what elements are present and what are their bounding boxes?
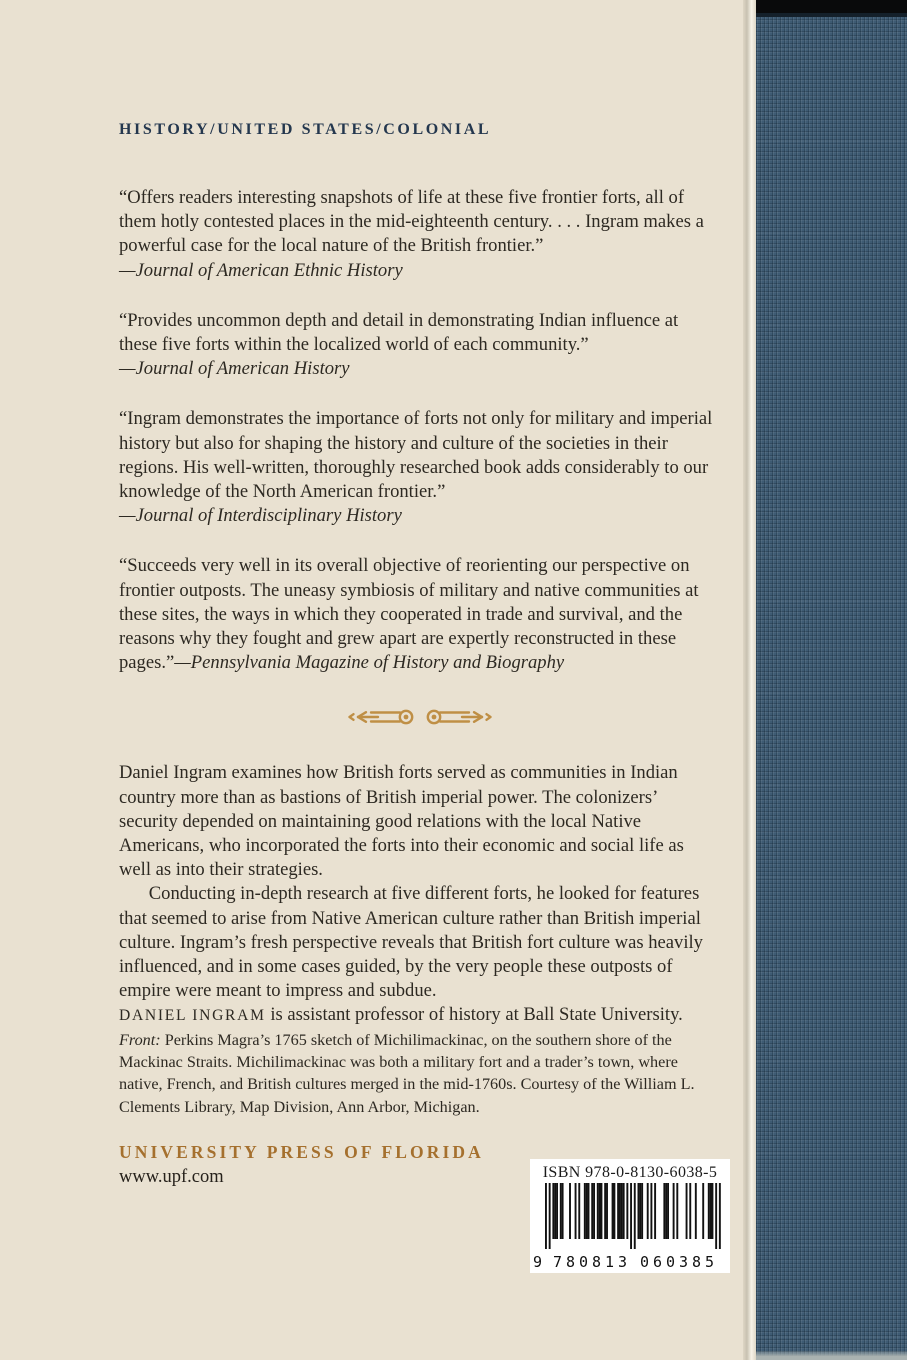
review-quote-2 bbox=[119, 309, 720, 382]
barcode-digits-right: 060385 bbox=[640, 1253, 714, 1271]
isbn-number: ISBN 978-0-8130-6038-5 bbox=[542, 1164, 718, 1181]
author-bio-line bbox=[119, 1003, 720, 1028]
quote-text: “Offers readers interesting snapshots of life at these five frontier forts, all of them hotly contested places in the mid-eighteenth century. . . . Ingram makes a powerful case for the local nature of the British frontier.” bbox=[119, 187, 704, 257]
publisher-name: UNIVERSITY PRESS OF FLORIDA bbox=[119, 1141, 484, 1162]
author-name: DANIEL INGRAM bbox=[119, 1007, 266, 1025]
publisher-website: www.upf.com bbox=[119, 1166, 224, 1187]
quote-attribution: —Journal of Interdisciplinary History bbox=[119, 505, 402, 527]
category-header: HISTORY/UNITED STATES/COLONIAL bbox=[119, 121, 492, 138]
quote-text-span: “Succeeds very well in its overall objective of reorienting our perspective on frontier outposts. The uneasy symbiosis of military and native communities at these sites, the ways in which they cooperated in trade and survival, and the reasons why they fought and grew apart are expertly reconstructed in these pages.” bbox=[119, 555, 699, 674]
quote-attribution: —Pennsylvania Magazine of History and Biography bbox=[174, 652, 565, 674]
book-spine-cloth bbox=[756, 0, 907, 1360]
isbn-barcode-box bbox=[530, 1159, 730, 1273]
description-paragraph-2: Conducting in-depth research at five different forts, he looked for features that seemed to arise from Native American culture rather than British imperial culture. Ingram’s fresh perspective reveals that British fort culture was heavily influenced, and in some cases guided, by the very people these outposts of empire were meant to impress and subdue. bbox=[119, 883, 703, 1002]
review-quote-3 bbox=[119, 407, 720, 528]
ean13-barcode-icon bbox=[530, 1183, 730, 1271]
description-paragraph-1: Daniel Ingram examines how British forts served as communities in Indian country more than as bastions of British imperial power. The colonizers’ security depended on maintaining good relations with the local Native Americans, who incorporated the forts into their economic and social life as well as into their strategies. bbox=[119, 762, 684, 881]
cover-edge-highlight bbox=[743, 0, 756, 1360]
barcode-digits-left: 780813 bbox=[553, 1253, 627, 1271]
quote-text: “Provides uncommon depth and detail in demonstrating Indian influence at these five forts within the localized world of each community.” bbox=[119, 309, 679, 356]
quote-attribution: —Journal of American Ethnic History bbox=[119, 259, 403, 281]
fleuron-ornament-icon bbox=[344, 704, 496, 730]
quote-text: “Ingram demonstrates the importance of forts not only for military and imperial history but also for shaping the history and culture of the societies in their regions. His well-written, thoroughly researched book adds considerably to our knowledge of the North American frontier.” bbox=[119, 408, 713, 503]
review-quote-1 bbox=[119, 186, 720, 283]
quote-attribution: —Journal of American History bbox=[119, 358, 350, 380]
author-bio-rest: is assistant professor of history at Ball State University. bbox=[265, 1004, 683, 1026]
quote-text bbox=[119, 554, 720, 675]
barcode-digit-lead: 9 bbox=[533, 1253, 543, 1271]
credit-label: Front: bbox=[119, 1030, 161, 1049]
spine-top-shadow bbox=[756, 0, 907, 17]
fleuron-ornament bbox=[119, 704, 720, 735]
credit-text: Perkins Magra’s 1765 sketch of Michilimackinac, on the southern shore of the Mackinac Straits. Michilimackinac was both a military fort and a trader’s town, where native, French, and British cultures merged in the mid-1760s. Courtesy of the William L. Clements Library, Map Division, Ann Arbor, Michigan. bbox=[119, 1030, 695, 1116]
spine-bottom-edge bbox=[756, 1351, 907, 1360]
review-quote-4 bbox=[119, 554, 720, 675]
cover-image-credit bbox=[119, 1029, 720, 1118]
cover-content bbox=[119, 0, 720, 1188]
